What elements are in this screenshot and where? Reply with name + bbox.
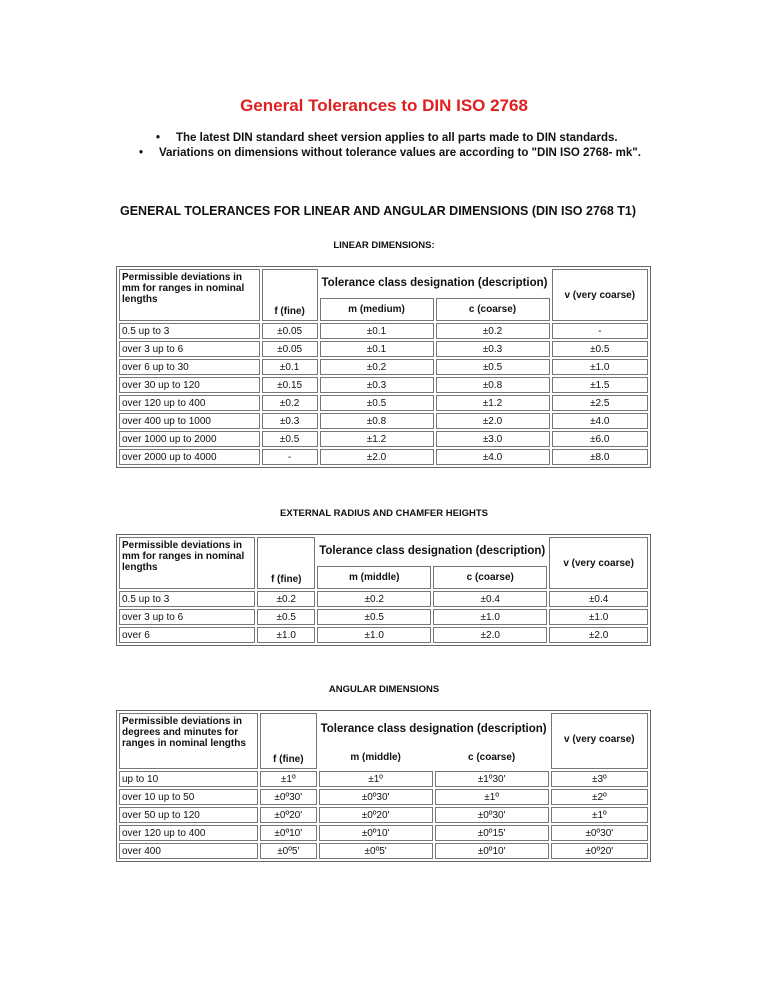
cell-c: ±2.0 xyxy=(436,413,550,429)
cell-m: ±0.3 xyxy=(320,377,434,393)
bullet-item xyxy=(0,146,768,161)
cell-v-very-coarse: ±0º20' xyxy=(551,843,648,859)
cell-range: over 3 up to 6 xyxy=(119,341,260,357)
header-permissible-deviations: Permissible deviations in degrees and minutes for ranges in nominal lengths xyxy=(119,713,258,769)
header-v-very-coarse: v (very coarse) xyxy=(552,269,648,321)
table-caption-linear: LINEAR DIMENSIONS: xyxy=(333,240,435,251)
cell-c: ±0.8 xyxy=(436,377,550,393)
cell-c: ±0.2 xyxy=(436,323,550,339)
cell-f-fine: ±0.5 xyxy=(257,609,315,625)
cell-f-fine: ±0º5' xyxy=(260,843,317,859)
cell-m: ±0º5' xyxy=(319,843,433,859)
cell-m: ±0.5 xyxy=(317,609,431,625)
cell-m: ±1.2 xyxy=(320,431,434,447)
cell-range: 0.5 up to 3 xyxy=(119,591,255,607)
table-row xyxy=(119,359,648,375)
cell-c: ±0.4 xyxy=(433,591,547,607)
table-body xyxy=(119,591,648,643)
radius-chamfer-table xyxy=(116,534,651,646)
cell-range: over 400 up to 1000 xyxy=(119,413,260,429)
table-row xyxy=(119,627,648,643)
bullet-text: The latest DIN standard sheet version applies to all parts made to DIN standards. xyxy=(176,132,618,144)
cell-c: ±1.2 xyxy=(436,395,550,411)
cell-range: over 1000 up to 2000 xyxy=(119,431,260,447)
cell-f-fine: ±0º10' xyxy=(260,825,317,841)
header-m: m (middle) xyxy=(317,566,431,589)
table-row xyxy=(119,395,648,411)
cell-range: up to 10 xyxy=(119,771,258,787)
header-m: m (middle) xyxy=(350,751,401,763)
cell-f-fine: ±1º xyxy=(260,771,317,787)
bullet-list xyxy=(0,131,768,161)
cell-v-very-coarse: ±1º xyxy=(551,807,648,823)
cell-f-fine: ±0.2 xyxy=(257,591,315,607)
cell-v-very-coarse: ±2º xyxy=(551,789,648,805)
table-row xyxy=(119,843,648,859)
cell-v-very-coarse: ±0.4 xyxy=(549,591,648,607)
cell-m: ±0.5 xyxy=(320,395,434,411)
cell-range: over 10 up to 50 xyxy=(119,789,258,805)
cell-f-fine: ±0.05 xyxy=(262,341,318,357)
table-row xyxy=(119,377,648,393)
cell-range: over 6 xyxy=(119,627,255,643)
cell-m: ±1.0 xyxy=(317,627,431,643)
cell-v-very-coarse: ±1.0 xyxy=(549,609,648,625)
cell-c: ±0º30' xyxy=(435,807,549,823)
linear-dimensions-table xyxy=(116,266,651,468)
table-row xyxy=(119,771,648,787)
table-header-row xyxy=(119,713,648,744)
angular-dimensions-table xyxy=(116,710,651,862)
cell-c: ±4.0 xyxy=(436,449,550,465)
section-heading: GENERAL TOLERANCES FOR LINEAR AND ANGULAR DIMENSIONS (DIN ISO 2768 T1) xyxy=(120,204,637,218)
cell-m: ±0.2 xyxy=(320,359,434,375)
header-c: c (coarse) xyxy=(433,566,547,589)
cell-v-very-coarse: ±8.0 xyxy=(552,449,648,465)
cell-c: ±0º10' xyxy=(435,843,549,859)
cell-m: ±0.1 xyxy=(320,323,434,339)
table-row xyxy=(119,789,648,805)
header-v-very-coarse: v (very coarse) xyxy=(551,713,648,769)
cell-c: ±0º15' xyxy=(435,825,549,841)
page-title: General Tolerances to DIN ISO 2768 xyxy=(240,96,528,115)
cell-c: ±2.0 xyxy=(433,627,547,643)
cell-m: ±0.2 xyxy=(317,591,431,607)
cell-range: over 120 up to 400 xyxy=(119,395,260,411)
cell-m: ±0º20' xyxy=(319,807,433,823)
header-v-very-coarse: v (very coarse) xyxy=(549,537,648,589)
table-caption-radius: EXTERNAL RADIUS AND CHAMFER HEIGHTS xyxy=(280,508,488,519)
cell-c: ±1º xyxy=(435,789,549,805)
bullet-text: Variations on dimensions without tolerance values are according to "DIN ISO 2768- mk". xyxy=(159,147,641,159)
cell-v-very-coarse: ±6.0 xyxy=(552,431,648,447)
cell-v-very-coarse: ±4.0 xyxy=(552,413,648,429)
cell-v-very-coarse: - xyxy=(552,323,648,339)
cell-range: over 6 up to 30 xyxy=(119,359,260,375)
table-caption-angular: ANGULAR DIMENSIONS xyxy=(328,684,440,695)
bullet-icon: • xyxy=(139,147,144,159)
cell-range: over 400 xyxy=(119,843,258,859)
cell-m: ±0º30' xyxy=(319,789,433,805)
header-permissible-deviations: Permissible deviations in mm for ranges in nominal lengths xyxy=(119,537,255,589)
table-row xyxy=(119,449,648,465)
cell-f-fine: ±0.1 xyxy=(262,359,318,375)
table-row xyxy=(119,431,648,447)
cell-f-fine: ±0.2 xyxy=(262,395,318,411)
header-tolerance-class: Tolerance class designation (description) xyxy=(319,545,546,558)
header-f-fine: f (fine) xyxy=(257,537,315,589)
table-row xyxy=(119,413,648,429)
cell-c: ±0.3 xyxy=(436,341,550,357)
table-row xyxy=(119,807,648,823)
header-c: c (coarse) xyxy=(436,298,550,321)
header-f-fine: f (fine) xyxy=(260,713,317,769)
header-f-fine: f (fine) xyxy=(262,269,318,321)
cell-f-fine: ±0º30' xyxy=(260,789,317,805)
cell-m: ±0.8 xyxy=(320,413,434,429)
cell-range: over 120 up to 400 xyxy=(119,825,258,841)
cell-range: over 2000 up to 4000 xyxy=(119,449,260,465)
cell-v-very-coarse: ±1.5 xyxy=(552,377,648,393)
table-row xyxy=(119,609,648,625)
table-row xyxy=(119,825,648,841)
cell-f-fine: ±0.15 xyxy=(262,377,318,393)
header-c: c (coarse) xyxy=(467,751,516,763)
table-body xyxy=(119,771,648,859)
cell-v-very-coarse: ±1.0 xyxy=(552,359,648,375)
cell-f-fine: - xyxy=(262,449,318,465)
cell-range: 0.5 up to 3 xyxy=(119,323,260,339)
header-permissible-deviations: Permissible deviations in mm for ranges in nominal lengths xyxy=(119,269,260,321)
cell-f-fine: ±0.3 xyxy=(262,413,318,429)
table-header-row xyxy=(119,537,648,564)
table-body xyxy=(119,323,648,465)
cell-c: ±1.0 xyxy=(433,609,547,625)
header-tolerance-class: Tolerance class designation (description) xyxy=(321,277,548,290)
bullet-icon: • xyxy=(156,132,161,144)
cell-v-very-coarse: ±2.5 xyxy=(552,395,648,411)
cell-m: ±0.1 xyxy=(320,341,434,357)
cell-c: ±3.0 xyxy=(436,431,550,447)
cell-f-fine: ±0.05 xyxy=(262,323,318,339)
cell-c: ±1º30' xyxy=(435,771,549,787)
cell-range: over 50 up to 120 xyxy=(119,807,258,823)
bullet-item xyxy=(0,131,768,146)
header-tolerance-class: Tolerance class designation (description) xyxy=(320,723,547,736)
cell-m: ±0º10' xyxy=(319,825,433,841)
cell-v-very-coarse: ±0.5 xyxy=(552,341,648,357)
cell-v-very-coarse: ±0º30' xyxy=(551,825,648,841)
cell-f-fine: ±0.5 xyxy=(262,431,318,447)
table-header-row xyxy=(119,269,648,296)
cell-v-very-coarse: ±3º xyxy=(551,771,648,787)
table-row xyxy=(119,591,648,607)
cell-f-fine: ±1.0 xyxy=(257,627,315,643)
cell-c: ±0.5 xyxy=(436,359,550,375)
table-row xyxy=(119,323,648,339)
table-row xyxy=(119,341,648,357)
cell-v-very-coarse: ±2.0 xyxy=(549,627,648,643)
cell-range: over 3 up to 6 xyxy=(119,609,255,625)
cell-m: ±1º xyxy=(319,771,433,787)
cell-range: over 30 up to 120 xyxy=(119,377,260,393)
cell-f-fine: ±0º20' xyxy=(260,807,317,823)
cell-m: ±2.0 xyxy=(320,449,434,465)
header-m: m (medium) xyxy=(320,298,434,321)
